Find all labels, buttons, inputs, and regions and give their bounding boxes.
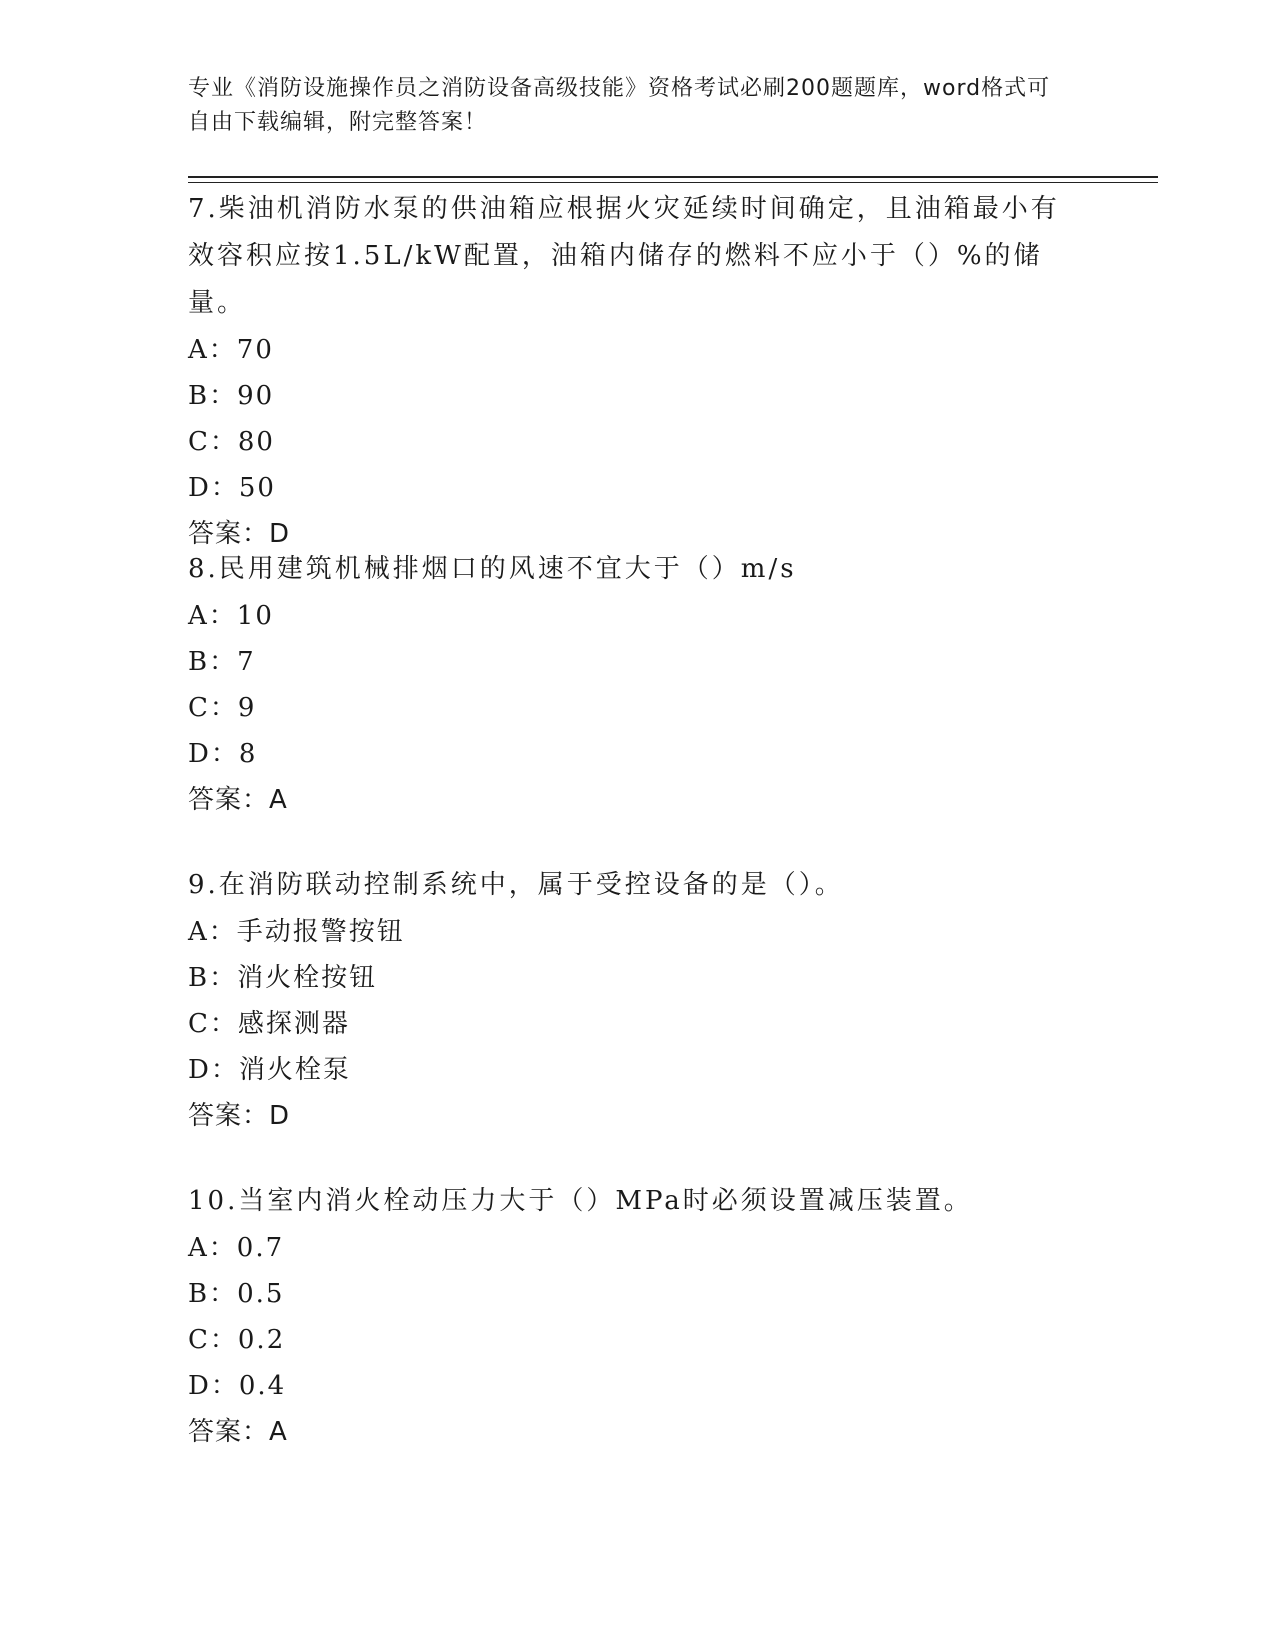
question-stem: 9.在消防联动控制系统中，属于受控设备的是（）。 [188,870,844,900]
option-c: C：80 [188,427,275,457]
option-d: D：0.4 [188,1371,287,1401]
answer: 答案：A [188,1417,288,1447]
option-a: A：手动报警按钮 [188,917,405,947]
option-d: D：消火栓泵 [188,1055,351,1085]
option-c: C：9 [188,693,257,723]
option-a: A：10 [188,601,274,631]
option-b: B：0.5 [188,1279,285,1309]
option-a: A：0.7 [188,1233,285,1263]
header-divider [188,176,1158,178]
answer: 答案：D [188,1101,291,1131]
question-stem: 10.当室内消火栓动压力大于（）MPa时必须设置减压装置。 [188,1186,973,1216]
option-b: B：消火栓按钮 [188,963,378,993]
header-divider-thin [188,182,1158,183]
answer: 答案：A [188,785,288,815]
option-b: B：90 [188,381,275,411]
option-b: B：7 [188,647,256,677]
document-header [188,72,1068,140]
answer: 答案：D [188,519,291,549]
question-10 [188,1178,1088,1455]
question-7 [188,186,1088,557]
option-c: C：0.2 [188,1325,286,1355]
header-text: 专业《消防设施操作员之消防设备高级技能》资格考试必刷200题题库，word格式可自由下载编辑，附完整答案！ [188,76,1051,135]
option-c: C：感探测器 [188,1009,350,1039]
option-a: A：70 [188,335,274,365]
question-9 [188,862,1088,1139]
question-stem: 7.柴油机消防水泵的供油箱应根据火灾延续时间确定，且油箱最小有效容积应按1.5L/kW配置，油箱内储存的燃料不应小于（）%的储量。 [188,194,1060,318]
question-8 [188,546,1088,823]
question-stem: 8.民用建筑机械排烟口的风速不宜大于（）m/s [188,554,797,584]
option-d: D：8 [188,739,258,769]
option-d: D：50 [188,473,276,503]
